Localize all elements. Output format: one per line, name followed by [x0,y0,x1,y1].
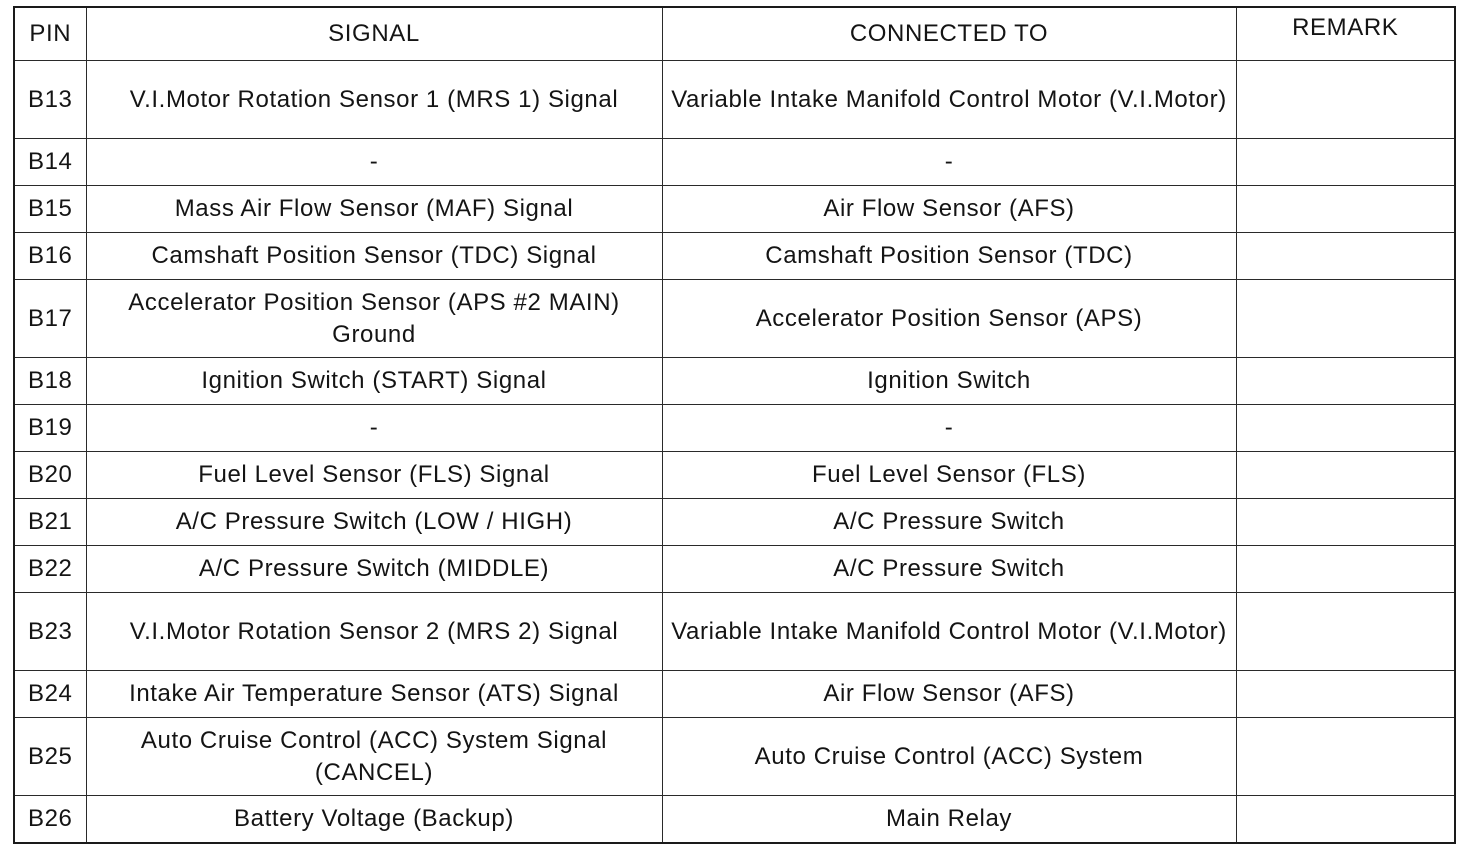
table-row [14,186,1455,233]
signal-cell: Accelerator Position Sensor (APS #2 MAIN) Ground [86,280,662,358]
table-row [14,546,1455,593]
header-pin: PIN [14,7,86,61]
signal-cell: V.I.Motor Rotation Sensor 1 (MRS 1) Signal [86,61,662,139]
pin-cell: B22 [14,546,86,593]
remark-cell [1236,593,1455,671]
connected-to-cell: Variable Intake Manifold Control Motor (V.I.Motor) [662,593,1236,671]
remark-cell [1236,546,1455,593]
table-row [14,718,1455,796]
pin-cell: B13 [14,61,86,139]
connected-to-cell: Fuel Level Sensor (FLS) [662,452,1236,499]
pin-cell: B26 [14,796,86,844]
connected-to-cell: Auto Cruise Control (ACC) System [662,718,1236,796]
connected-to-cell: Camshaft Position Sensor (TDC) [662,233,1236,280]
pin-cell: B15 [14,186,86,233]
signal-cell: Mass Air Flow Sensor (MAF) Signal [86,186,662,233]
remark-cell [1236,405,1455,452]
table-row [14,280,1455,358]
table-row [14,233,1455,280]
table-row [14,499,1455,546]
connected-to-cell: Variable Intake Manifold Control Motor (V.I.Motor) [662,61,1236,139]
remark-cell [1236,233,1455,280]
table-row [14,61,1455,139]
signal-cell: Battery Voltage (Backup) [86,796,662,844]
pin-assignment-table [13,6,1456,844]
connected-to-cell: - [662,405,1236,452]
signal-cell: Camshaft Position Sensor (TDC) Signal [86,233,662,280]
remark-cell [1236,280,1455,358]
signal-cell: - [86,139,662,186]
remark-cell [1236,186,1455,233]
signal-cell: - [86,405,662,452]
signal-cell: V.I.Motor Rotation Sensor 2 (MRS 2) Signal [86,593,662,671]
pin-cell: B14 [14,139,86,186]
remark-cell [1236,61,1455,139]
signal-cell: Fuel Level Sensor (FLS) Signal [86,452,662,499]
pin-cell: B23 [14,593,86,671]
connected-to-cell: A/C Pressure Switch [662,499,1236,546]
pin-cell: B18 [14,358,86,405]
remark-cell [1236,718,1455,796]
signal-cell: A/C Pressure Switch (MIDDLE) [86,546,662,593]
connected-to-cell: Air Flow Sensor (AFS) [662,186,1236,233]
table-row [14,139,1455,186]
pin-cell: B24 [14,671,86,718]
pin-cell: B20 [14,452,86,499]
connected-to-cell: Ignition Switch [662,358,1236,405]
remark-cell [1236,358,1455,405]
table-row [14,358,1455,405]
pin-cell: B19 [14,405,86,452]
header-signal: SIGNAL [86,7,662,61]
connected-to-cell: A/C Pressure Switch [662,546,1236,593]
pin-cell: B25 [14,718,86,796]
header-connected-to: CONNECTED TO [662,7,1236,61]
table-row [14,671,1455,718]
table-row [14,405,1455,452]
remark-cell [1236,796,1455,844]
remark-cell [1236,139,1455,186]
header-row [14,7,1455,61]
remark-cell [1236,499,1455,546]
signal-cell: A/C Pressure Switch (LOW / HIGH) [86,499,662,546]
table-row [14,593,1455,671]
signal-cell: Intake Air Temperature Sensor (ATS) Signal [86,671,662,718]
pin-cell: B17 [14,280,86,358]
table-row [14,796,1455,844]
header-remark: REMARK [1236,7,1455,61]
remark-cell [1236,671,1455,718]
connected-to-cell: Air Flow Sensor (AFS) [662,671,1236,718]
remark-cell [1236,452,1455,499]
signal-cell: Ignition Switch (START) Signal [86,358,662,405]
connected-to-cell: - [662,139,1236,186]
table-row [14,452,1455,499]
signal-cell: Auto Cruise Control (ACC) System Signal (CANCEL) [86,718,662,796]
connected-to-cell: Main Relay [662,796,1236,844]
pin-cell: B16 [14,233,86,280]
pin-cell: B21 [14,499,86,546]
connected-to-cell: Accelerator Position Sensor (APS) [662,280,1236,358]
